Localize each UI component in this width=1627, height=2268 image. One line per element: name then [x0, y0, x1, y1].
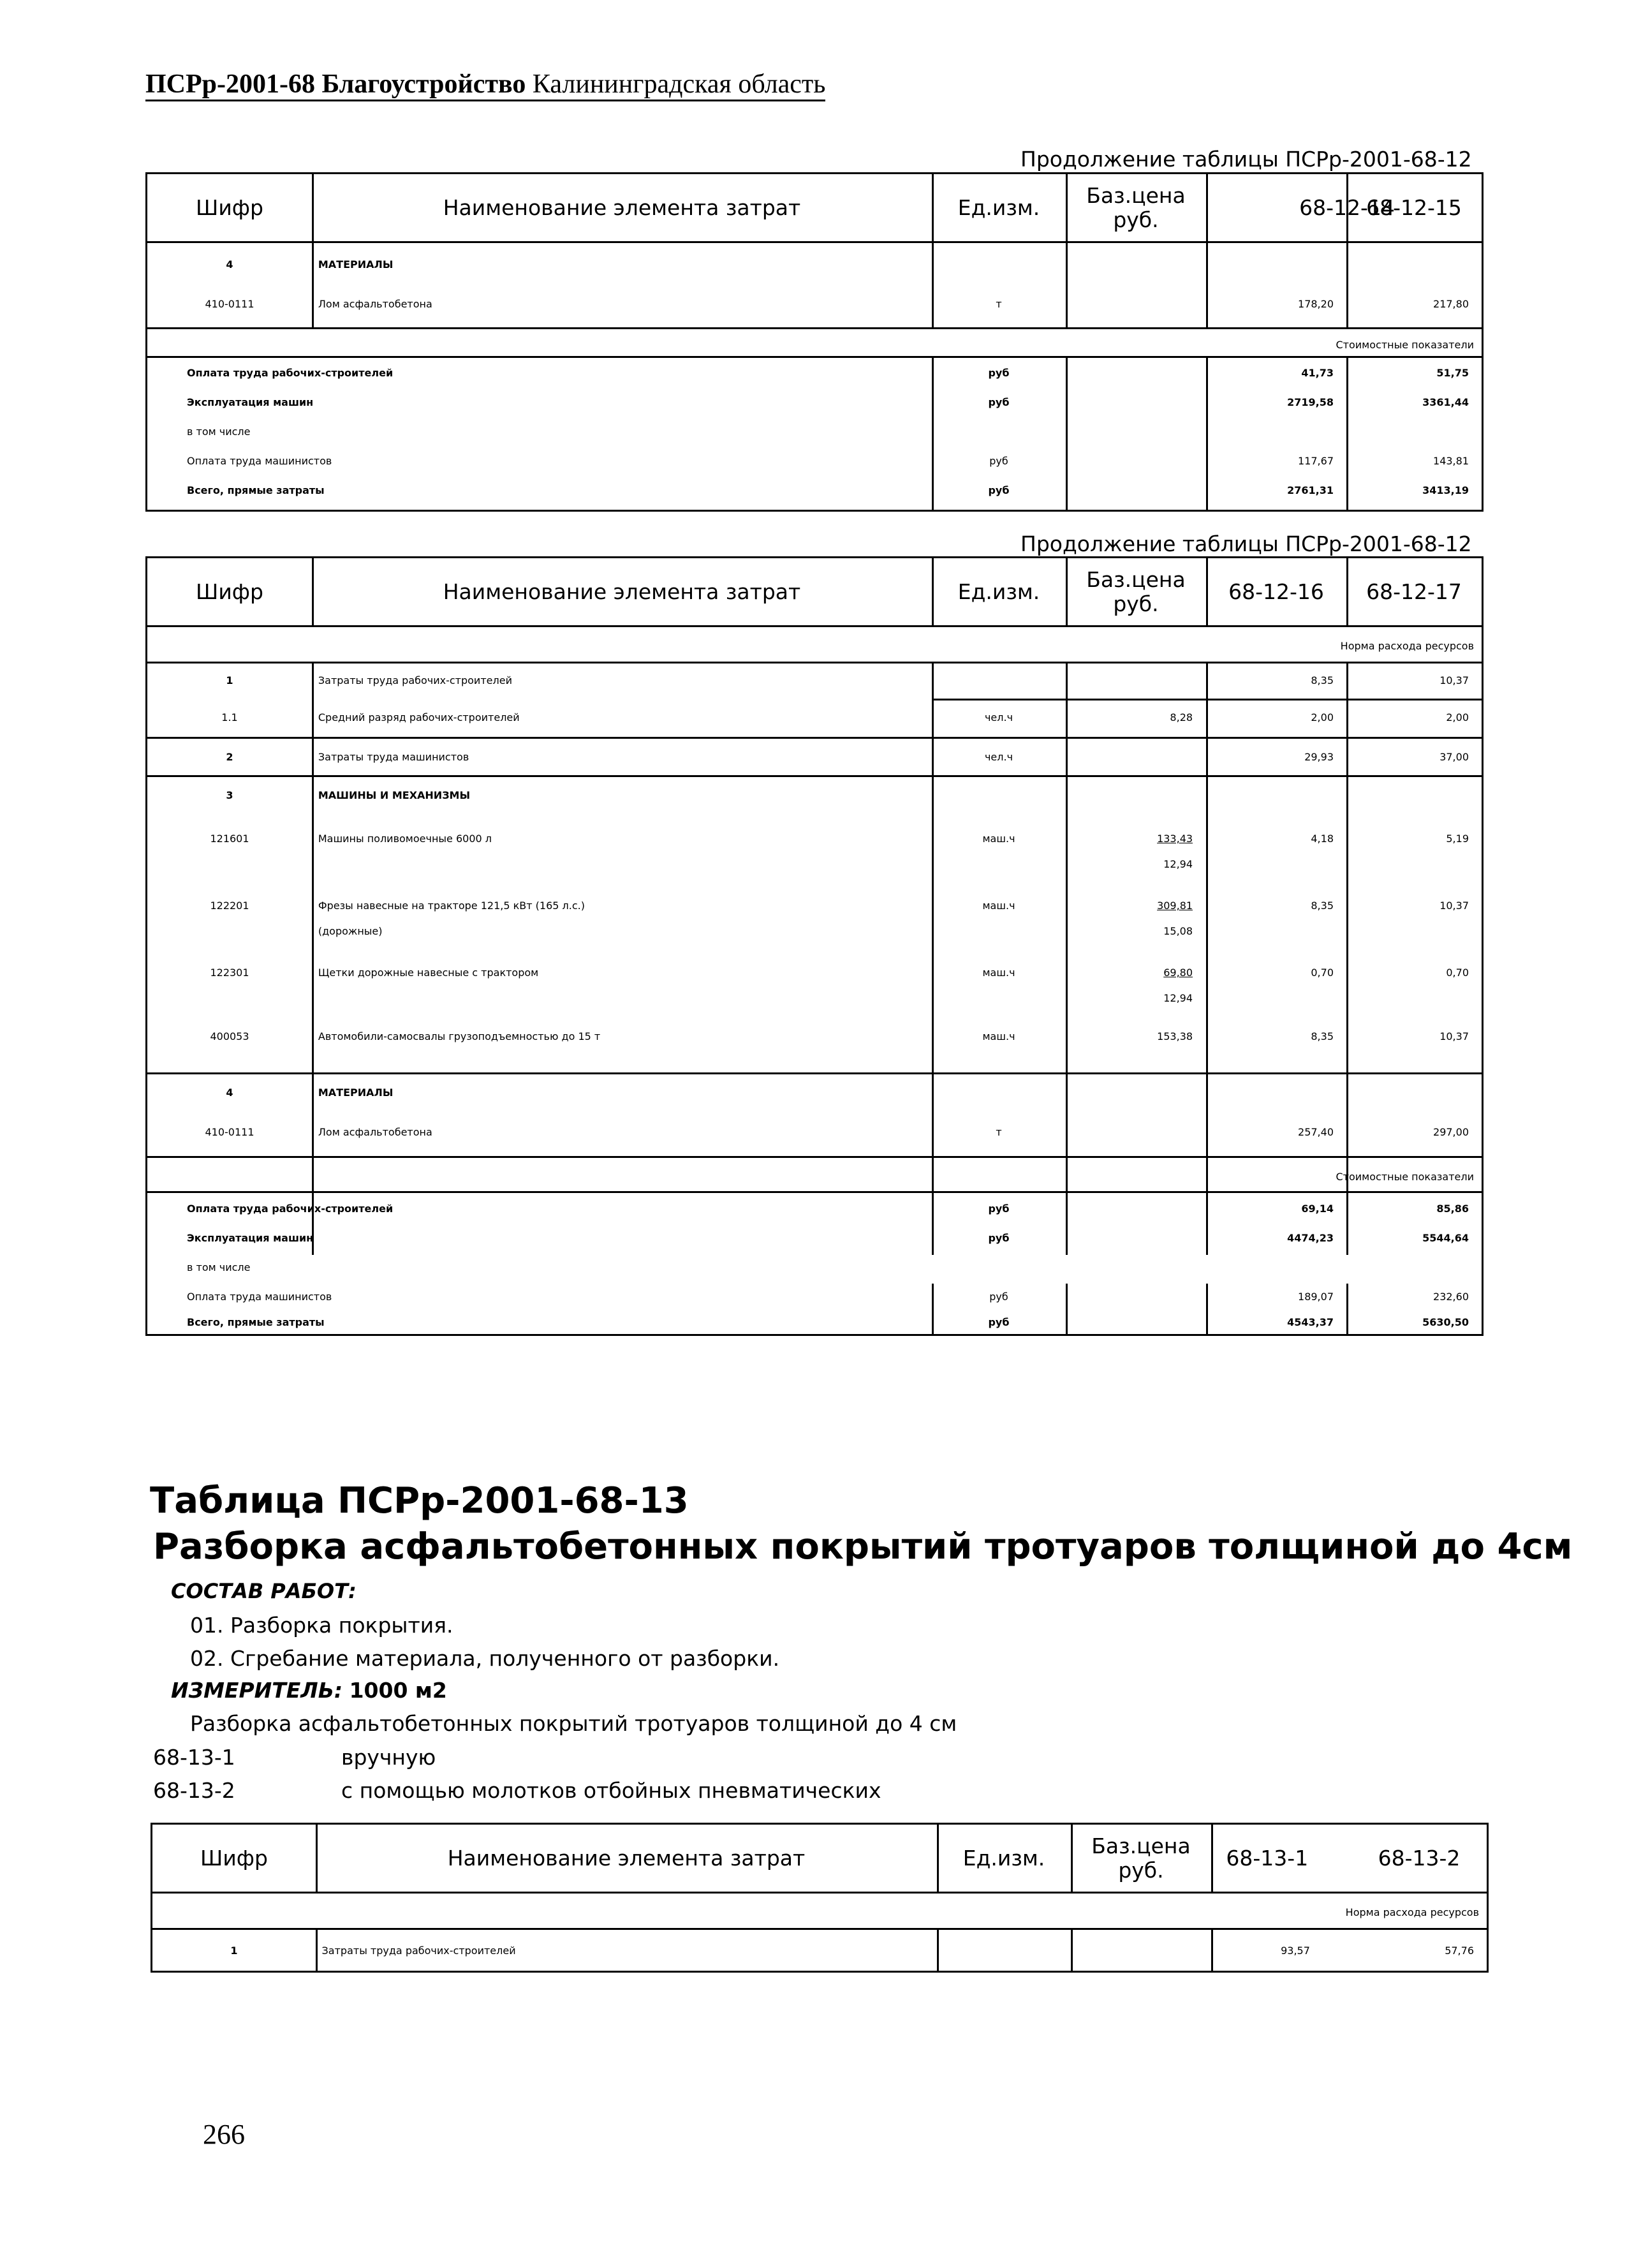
cost-row-unit: руб	[989, 455, 1008, 467]
table-row-code: 122301	[210, 967, 249, 979]
cost-row-name: Оплата труда рабочих-строителей	[187, 367, 394, 379]
table-row-value-a: 93,57	[1281, 1945, 1310, 1957]
table-row-code: 122201	[210, 900, 249, 912]
table-row-name-cont: (дорожные)	[318, 925, 383, 937]
header-code: ПСРр-2001-68 Благоустройство	[145, 70, 526, 99]
table-row-value-b: 10,37	[1439, 900, 1469, 912]
price-header-line2: руб.	[1118, 1857, 1164, 1883]
table-row-unit: маш.ч	[982, 833, 1015, 845]
table-row-price: 309,81	[1157, 900, 1193, 912]
table-row-code: 1	[230, 1945, 238, 1957]
table-row-name: МАШИНЫ И МЕХАНИЗМЫ	[318, 789, 471, 801]
table-row-value-a: 4,18	[1311, 833, 1334, 845]
variant-text: вручную	[341, 1745, 436, 1770]
cost-row-name: Всего, прямые затраты	[187, 484, 325, 496]
cost-row-unit: руб	[988, 1203, 1010, 1215]
table-row-value-b: 10,37	[1439, 674, 1469, 686]
meter-value: 1000 м2	[349, 1678, 447, 1703]
table-row-unit: маш.ч	[982, 900, 1015, 912]
price-header-line1: Баз.цена	[1091, 1833, 1191, 1858]
col-a-header: 68-12-14	[1299, 195, 1395, 220]
norm-label: Норма расхода ресурсов	[1340, 640, 1474, 652]
table-row-value-a: 257,40	[1298, 1126, 1334, 1138]
table-row-code: 4	[226, 1086, 233, 1099]
col-b-header: 68-12-15	[1366, 195, 1462, 220]
work-item: 01. Разборка покрытия.	[190, 1613, 453, 1638]
cost-row-unit: руб	[988, 1232, 1010, 1244]
cost-row-value-a: 2761,31	[1287, 484, 1334, 496]
table-row-code: 3	[226, 789, 233, 801]
cost-row-name: в том числе	[187, 1261, 251, 1273]
table-title: Таблица ПСРр-2001-68-13	[150, 1480, 689, 1522]
table-row-name: Щетки дорожные навесные с трактором	[318, 967, 539, 979]
table-row-price: 133,43	[1157, 833, 1193, 845]
table-row-value-b: 5,19	[1446, 833, 1469, 845]
cost-row-unit: руб	[988, 396, 1010, 408]
table-row-value-b: 37,00	[1439, 751, 1469, 763]
table-row-price-secondary: 12,94	[1163, 992, 1193, 1004]
table-68-12-part2	[145, 556, 1483, 1336]
works-label: СОСТАВ РАБОТ:	[171, 1579, 357, 1603]
table-row-unit: маш.ч	[982, 967, 1015, 979]
col-unit-header: Ед.изм.	[957, 579, 1040, 604]
variant-code: 68-13-2	[153, 1778, 235, 1803]
table-row-name: Автомобили-самосвалы грузоподъемностью до 15 т	[318, 1030, 601, 1042]
table-row-value-a: 0,70	[1311, 967, 1334, 979]
cost-row-value-b: 3361,44	[1422, 396, 1469, 408]
table-row-value-a: 8,35	[1311, 900, 1334, 912]
cost-row-value-a: 189,07	[1298, 1291, 1334, 1303]
cost-row-unit: руб	[988, 484, 1010, 496]
cost-row-value-b: 51,75	[1436, 367, 1469, 379]
table-68-13	[151, 1823, 1489, 1973]
page-number: 266	[203, 2119, 245, 2150]
price-header-line2: руб.	[1113, 207, 1159, 232]
table-header-row	[147, 558, 1482, 625]
table-row-unit: т	[996, 298, 1002, 310]
table-row-name: Лом асфальтобетона	[318, 1126, 432, 1138]
table-row-code: 400053	[210, 1030, 249, 1042]
cost-row-name: Оплата труда машинистов	[187, 455, 332, 467]
price-header-line1: Баз.цена	[1086, 567, 1186, 592]
continuation-label: Продолжение таблицы ПСРр-2001-68-12	[1020, 531, 1472, 556]
table-row-value-a: 29,93	[1304, 751, 1334, 763]
cost-row-value-b: 232,60	[1433, 1291, 1469, 1303]
cost-row-value-b: 3413,19	[1422, 484, 1469, 496]
col-price-header	[1071, 1825, 1211, 1892]
col-a-header: 68-12-16	[1228, 579, 1324, 604]
cost-label: Стоимостные показатели	[1336, 339, 1474, 351]
table-row-unit: чел.ч	[984, 711, 1013, 723]
variant-code: 68-13-1	[153, 1745, 235, 1770]
cost-row-value-b: 5630,50	[1422, 1316, 1469, 1328]
col-name-header: Наименование элемента затрат	[443, 579, 801, 604]
table-row-code: 2	[226, 751, 233, 763]
cost-row-value-a: 4543,37	[1287, 1316, 1334, 1328]
price-header-line2: руб.	[1113, 591, 1159, 616]
cost-row-name: в том числе	[187, 426, 251, 438]
cost-row-value-a: 4474,23	[1287, 1232, 1334, 1244]
col-unit-header: Ед.изм.	[957, 195, 1040, 220]
norm-label: Норма расхода ресурсов	[1345, 1906, 1479, 1918]
table-row-name: Машины поливомоечные 6000 л	[318, 833, 492, 845]
meter-line	[171, 1678, 447, 1703]
table-row-value-b: 57,76	[1445, 1945, 1474, 1957]
cost-row-name: Оплата труда рабочих-строителей	[187, 1203, 394, 1215]
col-b-header-wrap	[147, 174, 1482, 241]
table-row-code: 4	[226, 258, 233, 271]
cost-row-value-a: 2719,58	[1287, 396, 1334, 408]
table-row-price-secondary: 15,08	[1163, 925, 1193, 937]
col-code-header: Шифр	[200, 1845, 268, 1871]
cost-row-value-b: 143,81	[1433, 455, 1469, 467]
table-row-price: 8,28	[1170, 711, 1193, 723]
cost-row-name: Оплата труда машинистов	[187, 1291, 332, 1303]
table-row-value-b: 297,00	[1433, 1126, 1469, 1138]
page-header	[145, 69, 825, 101]
table-row-code: 410-0111	[205, 298, 254, 310]
cost-row-unit: руб	[988, 367, 1010, 379]
table-row-price: 69,80	[1163, 967, 1193, 979]
variant-text: с помощью молотков отбойных пневматических	[341, 1778, 881, 1803]
cost-row-value-a: 41,73	[1301, 367, 1334, 379]
table-row-value-b: 217,80	[1433, 298, 1469, 310]
col-price-header	[1066, 558, 1206, 625]
meter-label: ИЗМЕРИТЕЛЬ:	[171, 1678, 343, 1703]
col-a-header: 68-13-1	[1226, 1845, 1309, 1871]
table-row-value-b: 10,37	[1439, 1030, 1469, 1042]
table-row-value-a: 8,35	[1311, 1030, 1334, 1042]
table-row-value-a: 2,00	[1311, 711, 1334, 723]
header-region: Калининградская область	[532, 70, 826, 99]
table-row-name: Фрезы навесные на тракторе 121,5 кВт (165 л.с.)	[318, 900, 585, 912]
table-row-value-b: 0,70	[1446, 967, 1469, 979]
table-row-name: МАТЕРИАЛЫ	[318, 258, 394, 271]
col-name-header: Наименование элемента затрат	[443, 195, 801, 220]
price-header-line1: Баз.цена	[1086, 182, 1186, 208]
cost-row-unit: руб	[989, 1291, 1008, 1303]
table-row-unit: т	[996, 1126, 1002, 1138]
table-row-unit: чел.ч	[984, 751, 1013, 763]
table-row-code: 410-0111	[205, 1126, 254, 1138]
cost-row-value-a: 69,14	[1301, 1203, 1334, 1215]
cost-row-name: Эксплуатация машин	[187, 1232, 314, 1244]
cost-row-name: Всего, прямые затраты	[187, 1316, 325, 1328]
table-row-value-a: 8,35	[1311, 674, 1334, 686]
cost-row-name: Эксплуатация машин	[187, 396, 314, 408]
work-item: 02. Сгребание материала, полученного от разборки.	[190, 1646, 780, 1671]
table-header-row	[152, 1825, 1487, 1892]
table-row-name: Лом асфальтобетона	[318, 298, 432, 310]
col-b-header: 68-12-17	[1366, 579, 1462, 604]
section-description: Разборка асфальтобетонных покрытий тротуаров толщиной до 4 см	[190, 1711, 957, 1736]
table-row-name: Средний разряд рабочих-строителей	[318, 711, 520, 723]
table-row-value-a: 178,20	[1298, 298, 1334, 310]
table-row-price-secondary: 12,94	[1163, 858, 1193, 870]
table-row-name: МАТЕРИАЛЫ	[318, 1086, 394, 1099]
cost-row-value-a: 117,67	[1298, 455, 1334, 467]
cost-row-unit: руб	[988, 1316, 1010, 1328]
table-row-unit: маш.ч	[982, 1030, 1015, 1042]
table-subtitle: Разборка асфальтобетонных покрытий тротуаров толщиной до 4см	[153, 1526, 1573, 1568]
table-row-price: 153,38	[1157, 1030, 1193, 1042]
cost-label: Стоимостные показатели	[1336, 1171, 1474, 1183]
col-code-header: Шифр	[196, 195, 263, 220]
table-68-12-part1	[145, 172, 1483, 512]
cost-row-value-b: 5544,64	[1422, 1232, 1469, 1244]
continuation-label: Продолжение таблицы ПСРр-2001-68-12	[1020, 147, 1472, 172]
table-row-code: 1	[226, 674, 233, 686]
col-name-header: Наименование элемента затрат	[447, 1845, 806, 1871]
col-unit-header: Ед.изм.	[962, 1845, 1045, 1871]
cost-row-value-b: 85,86	[1436, 1203, 1469, 1215]
table-row-name: Затраты труда рабочих-строителей	[321, 1945, 516, 1957]
table-row-code: 1.1	[221, 711, 238, 723]
table-row-value-b: 2,00	[1446, 711, 1469, 723]
table-row-code: 121601	[210, 833, 249, 845]
table-row-name: Затраты труда рабочих-строителей	[318, 674, 512, 686]
col-code-header: Шифр	[196, 579, 263, 604]
col-b-header: 68-13-2	[1378, 1845, 1461, 1871]
table-row-name: Затраты труда машинистов	[318, 751, 469, 763]
